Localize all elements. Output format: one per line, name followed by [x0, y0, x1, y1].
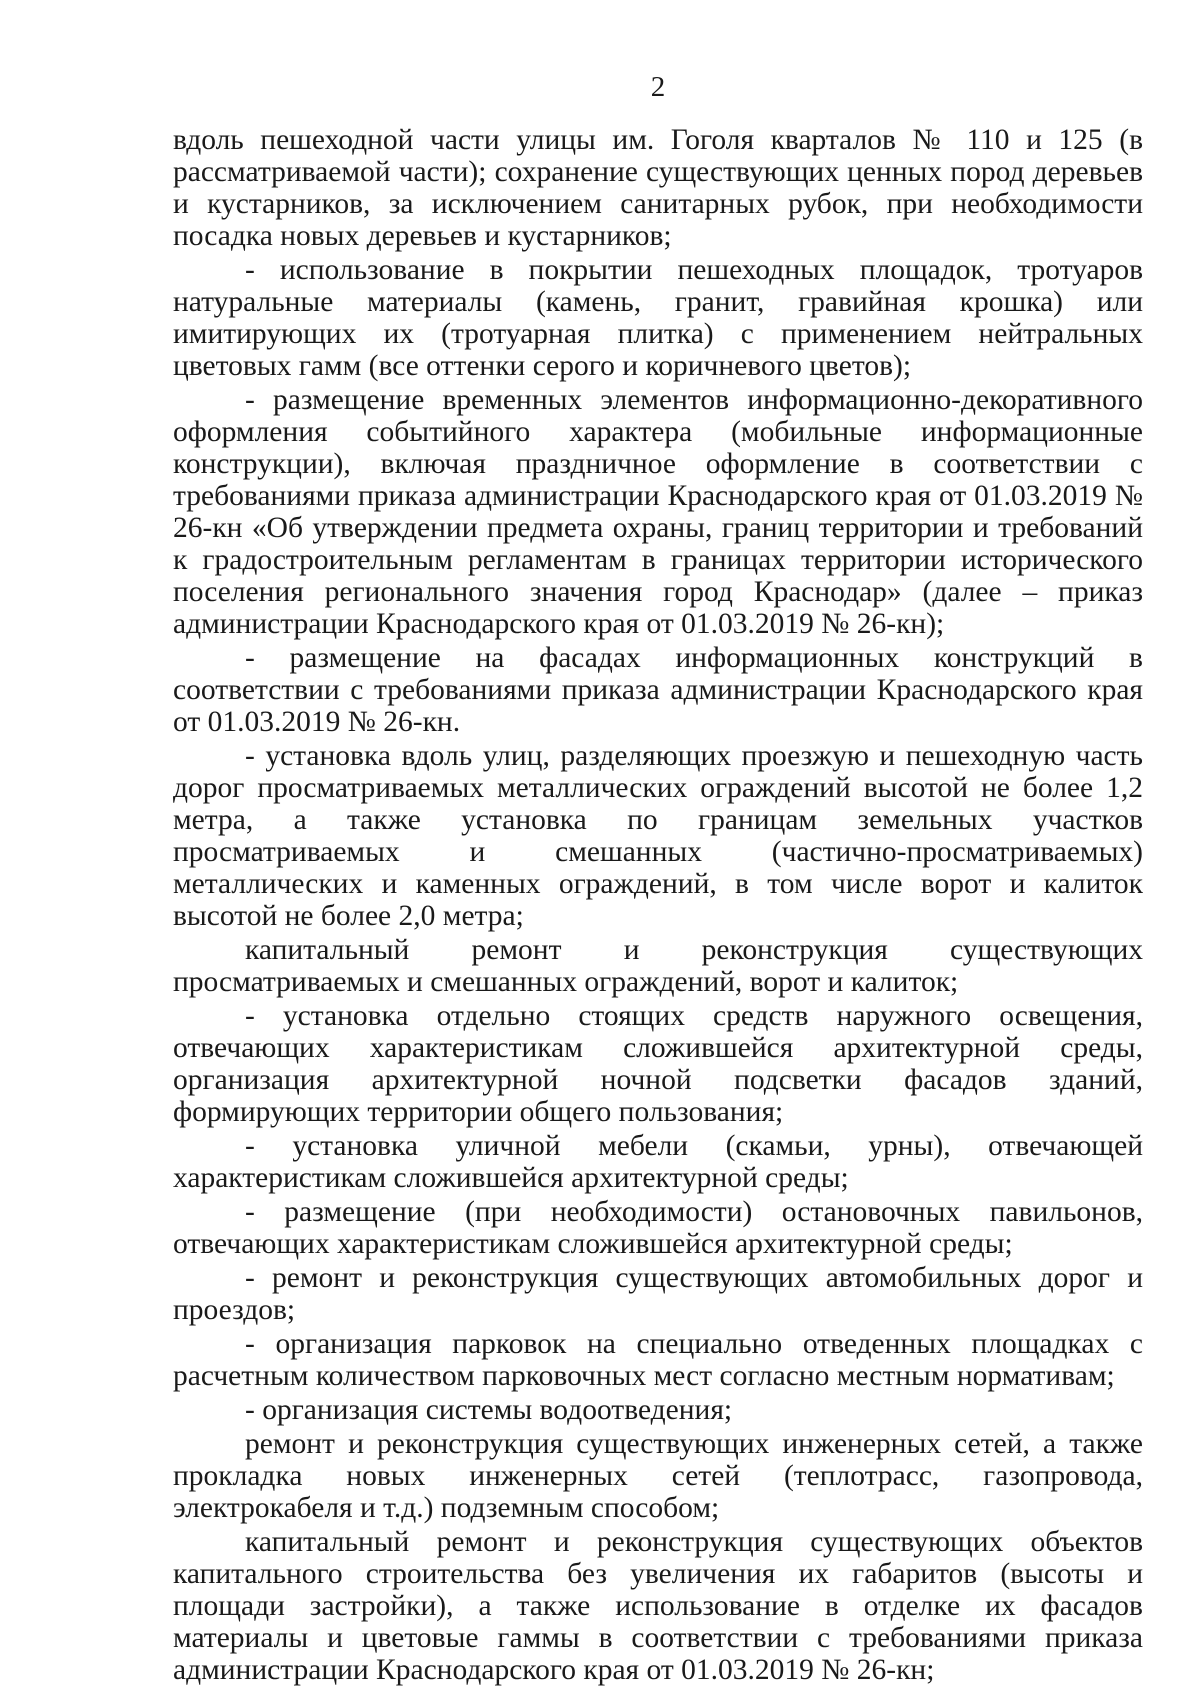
paragraph-bus-stops: - размещение (при необходимости) остановочных павильонов, отвечающих характеристикам сложившейся архитектурной среды; [173, 1196, 1143, 1260]
paragraph-capital-repair: капитальный ремонт и реконструкция существующих объектов капитального строительства без увеличения их габаритов (высоты и площади застройки), а также использование в отделке их фасадов материалы и цветовые гаммы в соответствии с требованиями приказа администрации Краснодарского края от 01.03.2019 № 26-кн; [173, 1526, 1143, 1686]
paragraph-fences-repair: капитальный ремонт и реконструкция существующих просматриваемых и смешанных ограждений, ворот и калиток; [173, 934, 1143, 998]
paragraph-temporary-decor: - размещение временных элементов информационно-декоративного оформления событийного характера (мобильные информационные конструкции), включая праздничное оформление в соответствии с требованиями приказа администрации Краснодарского края от 01.03.2019 № 26-кн «Об утверждении предмета охраны, границ территории и требований к градостроительным регламентам в границах территории исторического поселения регионального значения город Краснодар» (далее – приказ администрации Краснодарского края от 01.03.2019 № 26-кн); [173, 384, 1143, 640]
paragraph-fences-installation: - установка вдоль улиц, разделяющих проезжую и пешеходную часть дорог просматриваемых металлических ограждений высотой не более 1,2 метра, а также установка по границам земельных участков просматриваемых и смешанных (частично-просматриваемых) металлических и каменных ограждений, в том числе ворот и калиток высотой не более 2,0 метра; [173, 740, 1143, 932]
paragraph-drainage: - организация системы водоотведения; [245, 1394, 733, 1426]
page-number: 2 [650, 71, 666, 103]
paragraph-street-furniture: - установка уличной мебели (скамьи, урны), отвечающей характеристикам сложившейся архитектурной среды; [173, 1130, 1143, 1194]
paragraph-paving-materials: - использование в покрытии пешеходных площадок, тротуаров натуральные материалы (камень, гранит, гравийная крошка) или имитирующих их (тротуарная плитка) с применением нейтральных цветовых гамм (все оттенки серого и коричневого цветов); [173, 254, 1143, 382]
paragraph-continuation: вдоль пешеходной части улицы им. Гоголя кварталов № 110 и 125 (в рассматриваемой части); сохранение существующих ценных пород деревьев и кустарников, за исключением санитарных рубок, при необходимости посадка новых деревьев и кустарников; [173, 124, 1143, 252]
paragraph-facade-signage: - размещение на фасадах информационных конструкций в соответствии с требованиями приказа администрации Краснодарского края от 01.03.2019 № 26-кн. [173, 642, 1143, 738]
paragraph-parking: - организация парковок на специально отведенных площадках с расчетным количеством парковочных мест согласно местным нормативам; [173, 1328, 1143, 1392]
paragraph-lighting: - установка отдельно стоящих средств наружного освещения, отвечающих характеристикам сложившейся архитектурной среды, организация архитектурной ночной подсветки фасадов зданий, формирующих территории общего пользования; [173, 1000, 1143, 1128]
paragraph-utilities: ремонт и реконструкция существующих инженерных сетей, а также прокладка новых инженерных сетей (теплотрасс, газопровода, электрокабеля и т.д.) подземным способом; [173, 1428, 1143, 1524]
paragraph-roads: - ремонт и реконструкция существующих автомобильных дорог и проездов; [173, 1262, 1143, 1326]
document-body [173, 124, 1143, 1688]
